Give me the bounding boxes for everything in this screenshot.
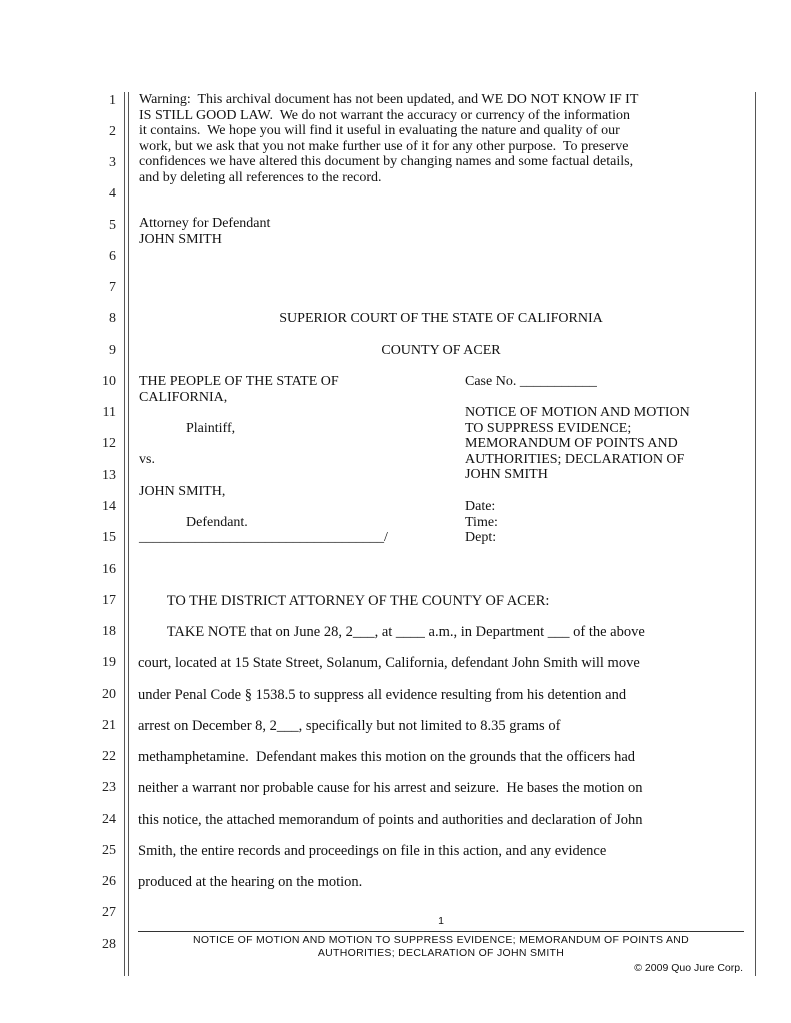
line-number: 22 <box>102 749 116 764</box>
line-number: 10 <box>102 374 116 389</box>
body-line: produced at the hearing on the motion. <box>138 874 363 890</box>
line-number: 8 <box>109 311 116 326</box>
line-number: 16 <box>102 562 116 577</box>
line-number: 15 <box>102 530 116 545</box>
defendant-role: Defendant. <box>186 515 248 530</box>
warning-line: Warning: This archival document has not been updated, and WE DO NOT KNOW IF IT <box>139 92 639 107</box>
case-number: Case No. ___________ <box>465 374 597 389</box>
attorney-role: Attorney for Defendant <box>139 216 271 231</box>
line-number: 23 <box>102 780 116 795</box>
line-number: 4 <box>109 186 116 201</box>
line-number: 1 <box>109 93 116 108</box>
body-line: methamphetamine. Defendant makes this motion on the grounds that the officers had <box>138 749 636 765</box>
hearing-dept: Dept: <box>465 530 497 545</box>
line-number: 14 <box>102 499 116 514</box>
line-number: 18 <box>102 624 116 639</box>
caption-divider: ___________________________________/ <box>139 530 388 545</box>
line-number: 25 <box>102 843 116 858</box>
line-number: 24 <box>102 812 116 827</box>
body-line: neither a warrant nor probable cause for his arrest and seizure. He bases the motion on <box>138 780 643 796</box>
line-number: 5 <box>109 218 116 233</box>
plaintiff-name: THE PEOPLE OF THE STATE OF <box>139 374 339 389</box>
county-name: COUNTY OF ACER <box>381 343 501 358</box>
line-number: 19 <box>102 655 116 670</box>
body-line: TAKE NOTE that on June 28, 2___, at ____ a.m., in Department ___ of the above <box>138 624 645 640</box>
court-name: SUPERIOR COURT OF THE STATE OF CALIFORNIA <box>279 311 603 326</box>
warning-line: work, but we ask that you not make further use of it for any other purpose. To preserve <box>139 138 629 154</box>
line-number: 17 <box>102 593 116 608</box>
document-title: TO SUPPRESS EVIDENCE; <box>465 420 632 436</box>
line-number: 21 <box>102 718 116 733</box>
plaintiff-role: Plaintiff, <box>186 421 236 436</box>
left-margin-rule-outer <box>124 92 125 976</box>
page-number: 1 <box>438 915 444 927</box>
footer-rule <box>138 931 744 932</box>
hearing-date: Date: <box>465 499 496 514</box>
right-margin-rule <box>755 92 756 976</box>
line-number: 2 <box>109 124 116 139</box>
versus: vs. <box>139 452 155 467</box>
line-number: 11 <box>102 405 116 420</box>
document-title: NOTICE OF MOTION AND MOTION <box>465 405 690 420</box>
line-number: 27 <box>102 905 116 920</box>
line-number: 12 <box>102 436 116 451</box>
hearing-time: Time: <box>465 514 498 530</box>
line-number: 7 <box>109 280 116 295</box>
warning-line: it contains. We hope you will find it useful in evaluating the nature and quality of our <box>139 123 620 138</box>
line-number: 9 <box>109 343 116 358</box>
body-line: court, located at 15 State Street, Solanum, California, defendant John Smith will move <box>138 655 640 671</box>
body-line: arrest on December 8, 2___, specifically but not limited to 8.35 grams of <box>138 718 561 734</box>
footer-title-line: AUTHORITIES; DECLARATION OF JOHN SMITH <box>317 947 565 959</box>
body-line: Smith, the entire records and proceedings on file in this action, and any evidence <box>138 843 607 859</box>
body-line: TO THE DISTRICT ATTORNEY OF THE COUNTY OF ACER: <box>138 593 550 609</box>
warning-line: IS STILL GOOD LAW. We do not warrant the accuracy or currency of the information <box>139 107 630 123</box>
attorney-client: JOHN SMITH <box>139 231 222 247</box>
line-number: 13 <box>102 468 116 483</box>
body-line: under Penal Code § 1538.5 to suppress all evidence resulting from his detention and <box>138 687 627 703</box>
document-title: AUTHORITIES; DECLARATION OF <box>465 451 685 467</box>
line-number: 6 <box>109 249 116 264</box>
copyright-notice: © 2009 Quo Jure Corp. <box>634 962 743 974</box>
body-line: this notice, the attached memorandum of points and authorities and declaration of John <box>138 812 643 828</box>
warning-line: confidences we have altered this document by changing names and some factual details, <box>139 154 634 169</box>
warning-line: and by deleting all references to the record. <box>139 169 382 185</box>
line-number: 20 <box>102 687 116 702</box>
document-title: MEMORANDUM OF POINTS AND <box>465 436 678 451</box>
line-number: 28 <box>102 937 116 952</box>
footer-title-line: NOTICE OF MOTION AND MOTION TO SUPPRESS EVIDENCE; MEMORANDUM OF POINTS AND <box>192 934 690 946</box>
document-title: JOHN SMITH <box>465 467 548 482</box>
plaintiff-name: CALIFORNIA, <box>139 389 228 405</box>
line-number: 3 <box>109 155 116 170</box>
defendant-name: JOHN SMITH, <box>139 484 226 499</box>
left-margin-rule-inner <box>128 92 129 976</box>
line-number: 26 <box>102 874 116 889</box>
